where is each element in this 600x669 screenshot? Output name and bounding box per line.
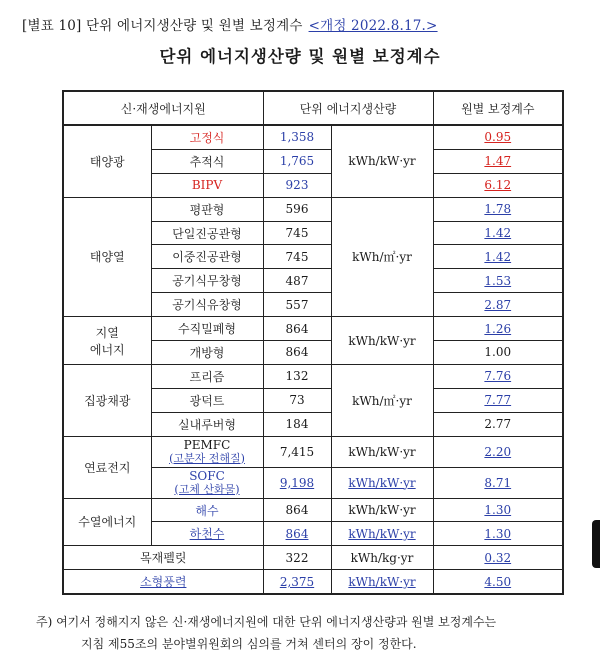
- coefficient-value: 2.20: [433, 436, 563, 467]
- table-row: [63, 317, 563, 341]
- production-value: 487: [263, 269, 331, 293]
- table-row: [63, 436, 563, 467]
- production-value: 923: [263, 173, 331, 197]
- table-row: [63, 364, 563, 388]
- type-name: 공기식유창형: [151, 293, 263, 317]
- coefficient-value: 0.95: [433, 125, 563, 149]
- column-header-coefficient: 원별 보정계수: [433, 91, 563, 125]
- type-name: 추적식: [151, 149, 263, 173]
- scan-artifact: [592, 520, 600, 568]
- category-line: 에너지: [89, 342, 125, 357]
- production-value: 2,375: [263, 570, 331, 594]
- table-row: [63, 197, 563, 221]
- production-value: 132: [263, 364, 331, 388]
- footnote-line: 주) 여기서 정해지지 않은 신·재생에너지원에 대한 단위 에너지생산량과 원별 보정계수는: [36, 615, 497, 629]
- unit-label: kWh/kW·yr: [331, 125, 433, 197]
- coefficient-value: 0.32: [433, 546, 563, 570]
- type-name: 평판형: [151, 197, 263, 221]
- production-value: 864: [263, 317, 331, 341]
- unit-label: kWh/㎡·yr: [331, 364, 433, 436]
- type-name: [151, 467, 263, 498]
- coefficient-value: 1.47: [433, 149, 563, 173]
- coefficient-value: 2.87: [433, 293, 563, 317]
- type-name: BIPV: [151, 173, 263, 197]
- coefficient-value: 1.42: [433, 221, 563, 245]
- type-sublabel: (고분자 전해질): [169, 451, 245, 465]
- production-value: 322: [263, 546, 331, 570]
- type-name: 해수: [151, 498, 263, 522]
- unit-label: kWh/㎡·yr: [331, 197, 433, 316]
- coefficient-value: 8.71: [433, 467, 563, 498]
- production-value: 1,765: [263, 149, 331, 173]
- production-value: 1,358: [263, 125, 331, 149]
- production-value: 745: [263, 245, 331, 269]
- production-value: 7,415: [263, 436, 331, 467]
- type-name: 프리즘: [151, 364, 263, 388]
- production-value: 864: [263, 341, 331, 365]
- coefficient-value: 1.78: [433, 197, 563, 221]
- coefficient-value: 1.26: [433, 317, 563, 341]
- type-name: 개방형: [151, 341, 263, 365]
- type-name: 수직밀폐형: [151, 317, 263, 341]
- type-name: 광덕트: [151, 388, 263, 412]
- table-row: [63, 570, 563, 594]
- unit-label: kWh/kW·yr: [331, 436, 433, 467]
- unit-label: kWh/kW·yr: [331, 522, 433, 546]
- production-value: 557: [263, 293, 331, 317]
- coefficient-value: 7.77: [433, 388, 563, 412]
- unit-label: kWh/kW·yr: [331, 498, 433, 522]
- revision-link[interactable]: <개정 2022.8.17.>: [308, 18, 438, 34]
- unit-label: kWh/kW·yr: [331, 317, 433, 365]
- footnote: [36, 611, 496, 655]
- production-value: 9,198: [263, 467, 331, 498]
- category-hydrothermal: 수열에너지: [63, 498, 151, 546]
- coefficient-value: 1.30: [433, 522, 563, 546]
- coefficient-value: 1.30: [433, 498, 563, 522]
- table-row: [63, 498, 563, 522]
- unit-label: kWh/kg·yr: [331, 546, 433, 570]
- type-name: 단일진공관형: [151, 221, 263, 245]
- column-header-production: 단위 에너지생산량: [263, 91, 433, 125]
- production-value: 864: [263, 522, 331, 546]
- type-name: 이중진공관형: [151, 245, 263, 269]
- category-daylighting: 집광채광: [63, 364, 151, 436]
- table-row: [63, 125, 563, 149]
- production-value: 73: [263, 388, 331, 412]
- type-name: 실내루버형: [151, 412, 263, 436]
- type-name: 목재펠릿: [63, 546, 263, 570]
- type-name: 고정식: [151, 125, 263, 149]
- footnote-line: 지침 제55조의 분야별위원회의 심의를 거쳐 센터의 장이 정한다.: [81, 637, 417, 651]
- table-header-row: [63, 91, 563, 125]
- type-sublabel: (고체 산화물): [174, 482, 240, 496]
- coefficient-value: 1.00: [433, 341, 563, 365]
- coefficient-value: 6.12: [433, 173, 563, 197]
- category-fuel-cell: 연료전지: [63, 436, 151, 498]
- coefficient-value: 1.42: [433, 245, 563, 269]
- unit-label: kWh/kW·yr: [331, 467, 433, 498]
- production-value: 864: [263, 498, 331, 522]
- column-header-source: 신·재생에너지원: [63, 91, 263, 125]
- category-solar-pv: 태양광: [63, 125, 151, 197]
- category-line: 지열: [95, 325, 119, 340]
- appendix-header: [22, 14, 438, 34]
- type-name: 하천수: [151, 522, 263, 546]
- production-value: 745: [263, 221, 331, 245]
- type-name: 소형풍력: [63, 570, 263, 594]
- category-solar-thermal: 태양열: [63, 197, 151, 316]
- type-name: [151, 436, 263, 467]
- coefficient-value: 7.76: [433, 364, 563, 388]
- coefficient-value: 1.53: [433, 269, 563, 293]
- coefficient-value: 2.77: [433, 412, 563, 436]
- type-label: SOFC: [189, 468, 225, 483]
- production-value: 184: [263, 412, 331, 436]
- unit-label: kWh/kW·yr: [331, 570, 433, 594]
- category-geothermal: [63, 317, 151, 365]
- page-title: 단위 에너지생산량 및 원별 보정계수: [159, 47, 441, 66]
- table-row: [63, 546, 563, 570]
- type-label: PEMFC: [183, 437, 231, 452]
- type-name: 공기식무창형: [151, 269, 263, 293]
- appendix-label: [별표 10] 단위 에너지생산량 및 원별 보정계수: [22, 18, 303, 34]
- energy-table: [62, 90, 564, 595]
- coefficient-value: 4.50: [433, 570, 563, 594]
- production-value: 596: [263, 197, 331, 221]
